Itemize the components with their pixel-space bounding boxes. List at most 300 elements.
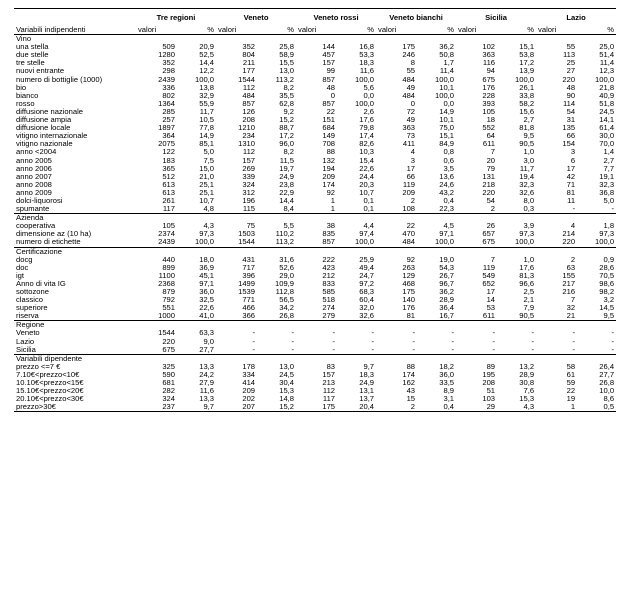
percent-cell: 11,6 bbox=[359, 67, 375, 76]
value-cell: 681 bbox=[162, 379, 175, 388]
value-cell: 26 bbox=[486, 222, 496, 231]
value-cell: - bbox=[492, 337, 496, 346]
percent-cell: 24,5 bbox=[279, 370, 295, 379]
value-cell: - bbox=[572, 205, 576, 214]
percent-cell: 0,4 bbox=[417, 403, 456, 412]
value-cell: 108 bbox=[402, 205, 416, 214]
percent-cell: 17,4 bbox=[359, 132, 375, 141]
percent-cell: 68,3 bbox=[359, 288, 375, 296]
value-cell: 2368 bbox=[158, 279, 175, 288]
percent-cell: 97,3 bbox=[199, 230, 215, 239]
percent-cell: 18,0 bbox=[199, 255, 215, 264]
value-cell: 220 bbox=[482, 188, 496, 197]
percent-cell: 4,8 bbox=[203, 205, 215, 214]
percent-cell: 8,2 bbox=[283, 83, 295, 92]
section-header-row bbox=[14, 247, 616, 256]
percent-cell: 41,0 bbox=[199, 312, 215, 321]
value-cell: 29 bbox=[456, 403, 497, 412]
value-cell: 32 bbox=[566, 304, 576, 313]
value-cell: 94 bbox=[486, 67, 496, 76]
percent-cell: 40,9 bbox=[599, 91, 615, 100]
row-label: 10.10€<prezzo<15€ bbox=[16, 379, 84, 388]
value-cell: 8 bbox=[410, 59, 416, 68]
value-cell: 1310 bbox=[238, 140, 256, 149]
percent-cell: 12,3 bbox=[599, 67, 615, 76]
value-cell: 879 bbox=[162, 288, 175, 296]
percent-cell: 33,5 bbox=[439, 379, 455, 388]
value-cell: 899 bbox=[162, 263, 175, 272]
value-cell: 115 bbox=[242, 205, 256, 214]
value-cell: 119 bbox=[402, 180, 416, 189]
value-cell: 42 bbox=[566, 172, 576, 181]
table-row bbox=[14, 76, 616, 84]
percent-cell: 15,3 bbox=[279, 387, 295, 396]
value-cell: 211 bbox=[242, 59, 256, 68]
value-cell: 423 bbox=[322, 263, 336, 272]
row-label: nuovi entrante bbox=[16, 67, 65, 76]
value-cell: 1499 bbox=[238, 279, 256, 288]
row-label: prezzo <=7 € bbox=[16, 362, 61, 371]
table-row bbox=[14, 288, 616, 296]
percent-cell: 11,5 bbox=[279, 156, 295, 165]
value-cell: 708 bbox=[322, 140, 336, 149]
value-cell: 175 bbox=[296, 403, 337, 412]
percent-cell: 28,6 bbox=[599, 263, 615, 272]
group-header-veneto-bianchi: Veneto bianchi bbox=[376, 9, 456, 27]
value-cell: - bbox=[412, 345, 416, 354]
percent-cell: 15,6 bbox=[519, 107, 535, 116]
percent-cell: - bbox=[291, 329, 295, 338]
percent-cell: 36,0 bbox=[199, 288, 215, 296]
percent-cell: 17,6 bbox=[519, 263, 535, 272]
value-cell: 58 bbox=[566, 362, 576, 371]
value-cell: 484 bbox=[242, 91, 256, 100]
value-cell: 675 bbox=[162, 345, 175, 354]
percent-cell: 1,8 bbox=[603, 222, 615, 231]
value-cell: 17 bbox=[486, 288, 496, 296]
row-label: una stella bbox=[16, 43, 49, 52]
row-label: due stelle bbox=[16, 51, 49, 60]
row-label: docg bbox=[16, 255, 33, 264]
value-cell: 54 bbox=[486, 196, 496, 205]
group-header-lazio: Lazio bbox=[536, 9, 616, 27]
percent-cell: 7,7 bbox=[603, 164, 615, 173]
percent-cell: 96,0 bbox=[279, 140, 295, 149]
percent-cell: 85,1 bbox=[199, 140, 215, 149]
percent-cell: 100,0 bbox=[595, 75, 615, 84]
percent-cell: 32,9 bbox=[199, 91, 215, 100]
value-cell: 22 bbox=[566, 387, 576, 396]
value-cell: 279 bbox=[322, 312, 336, 321]
percent-cell: 20,4 bbox=[337, 403, 376, 412]
percent-cell: 52,5 bbox=[199, 51, 215, 60]
value-cell: 237 bbox=[136, 403, 177, 412]
percent-cell: - bbox=[371, 329, 375, 338]
value-cell: 117 bbox=[162, 205, 175, 214]
percent-cell: 32,3 bbox=[599, 180, 615, 189]
table-row bbox=[14, 371, 616, 379]
value-cell: 176 bbox=[402, 304, 416, 313]
percent-cell: 36,0 bbox=[439, 370, 455, 379]
percent-cell: 50,8 bbox=[439, 51, 455, 60]
row-label: superiore bbox=[16, 304, 48, 313]
value-cell: 364 bbox=[162, 132, 175, 141]
value-cell: 61 bbox=[566, 370, 576, 379]
table-row bbox=[14, 165, 616, 173]
percent-cell: - bbox=[611, 337, 615, 346]
subheader-percent: % bbox=[177, 26, 216, 35]
percent-cell: 100,0 bbox=[195, 238, 215, 247]
section-header-row bbox=[14, 35, 616, 44]
percent-cell: 24,9 bbox=[279, 172, 295, 181]
percent-cell: 25,1 bbox=[199, 188, 215, 197]
value-cell: 175 bbox=[402, 43, 416, 52]
value-cell: 49 bbox=[406, 116, 416, 125]
value-cell: 27 bbox=[566, 67, 576, 76]
percent-cell: 98,2 bbox=[599, 288, 615, 296]
value-cell: 2 bbox=[376, 403, 417, 412]
percent-cell: 19,0 bbox=[439, 255, 455, 264]
subheader-valori: valori bbox=[296, 26, 337, 35]
percent-cell: 43,2 bbox=[439, 188, 455, 197]
value-cell: 7 bbox=[490, 148, 496, 157]
section-title: Azienda bbox=[14, 214, 616, 223]
percent-cell: 110,2 bbox=[275, 230, 295, 239]
value-cell: 66 bbox=[406, 172, 416, 181]
value-cell: 135 bbox=[562, 124, 576, 133]
value-cell: 59 bbox=[566, 379, 576, 388]
value-cell: 257 bbox=[162, 116, 175, 125]
percent-cell: - bbox=[531, 329, 535, 338]
value-cell: 157 bbox=[322, 59, 336, 68]
percent-cell: 15,2 bbox=[279, 116, 295, 125]
value-cell: 484 bbox=[402, 75, 416, 84]
subheader-valori: valori bbox=[536, 26, 577, 35]
percent-cell: 11,7 bbox=[199, 107, 215, 116]
row-label: bianco bbox=[16, 91, 39, 100]
section-header-row bbox=[14, 354, 616, 363]
percent-cell: - bbox=[291, 345, 295, 354]
value-cell: 3 bbox=[410, 156, 416, 165]
percent-cell: 32,0 bbox=[359, 304, 375, 313]
value-cell: 112 bbox=[242, 148, 256, 157]
value-cell: 209 bbox=[402, 188, 416, 197]
percent-cell: 15,5 bbox=[279, 59, 295, 68]
value-cell: 119 bbox=[482, 263, 496, 272]
percent-cell: 49,4 bbox=[359, 263, 375, 272]
subheader-percent: % bbox=[417, 26, 456, 35]
value-cell: 149 bbox=[322, 132, 336, 141]
percent-cell: 0,0 bbox=[443, 99, 455, 108]
percent-cell: 13,0 bbox=[279, 362, 295, 371]
percent-cell: 8,0 bbox=[523, 196, 535, 205]
value-cell: 366 bbox=[242, 312, 256, 321]
table-row bbox=[14, 395, 616, 403]
value-cell: 21 bbox=[566, 312, 576, 321]
percent-cell: 70,0 bbox=[599, 140, 615, 149]
value-cell: 365 bbox=[162, 164, 175, 173]
value-cell: 214 bbox=[562, 230, 576, 239]
value-cell: 2 bbox=[570, 255, 576, 264]
value-cell: 4 bbox=[570, 222, 576, 231]
row-label: anno 2009 bbox=[16, 188, 52, 197]
value-cell: 175 bbox=[402, 288, 416, 296]
value-cell: 1280 bbox=[158, 51, 175, 60]
value-cell: 675 bbox=[482, 75, 496, 84]
percent-cell: - bbox=[291, 337, 295, 346]
percent-cell: 61,4 bbox=[599, 124, 615, 133]
percent-cell: 100,0 bbox=[515, 75, 535, 84]
value-cell: - bbox=[332, 337, 336, 346]
percent-cell: 58,2 bbox=[519, 99, 535, 108]
row-label: dolci-liquorosi bbox=[16, 196, 63, 205]
table-row bbox=[14, 116, 616, 124]
subheader-percent: % bbox=[337, 26, 376, 35]
table-row bbox=[14, 256, 616, 264]
percent-cell: 0,4 bbox=[443, 196, 455, 205]
percent-cell: 21,8 bbox=[599, 83, 615, 92]
row-label: prezzo>30€ bbox=[14, 403, 136, 412]
table-row bbox=[14, 124, 616, 132]
percent-cell: 27,7 bbox=[199, 345, 215, 354]
value-cell: 178 bbox=[242, 362, 256, 371]
percent-cell: 29,0 bbox=[279, 271, 295, 280]
value-cell: 11 bbox=[567, 196, 576, 205]
table-row bbox=[14, 346, 616, 355]
value-cell: 174 bbox=[402, 370, 416, 379]
value-cell: 114 bbox=[562, 99, 576, 108]
group-header-row bbox=[14, 9, 616, 27]
value-cell: 79 bbox=[486, 164, 496, 173]
table-row bbox=[14, 92, 616, 100]
value-cell: 652 bbox=[482, 279, 496, 288]
value-cell: 466 bbox=[242, 304, 256, 313]
value-cell: 92 bbox=[326, 188, 336, 197]
row-label: anno <2004 bbox=[16, 148, 57, 157]
percent-cell: 79,8 bbox=[359, 124, 375, 133]
percent-cell: 31,6 bbox=[279, 255, 295, 264]
percent-cell: 17,6 bbox=[359, 116, 375, 125]
table-row bbox=[14, 304, 616, 312]
percent-cell: 13,2 bbox=[519, 362, 535, 371]
percent-cell: 24,4 bbox=[359, 172, 375, 181]
value-cell: 216 bbox=[562, 288, 576, 296]
percent-cell: 0,9 bbox=[603, 255, 615, 264]
value-cell: 552 bbox=[482, 124, 496, 133]
percent-cell: 82,6 bbox=[359, 140, 375, 149]
value-cell: 176 bbox=[482, 83, 496, 92]
percent-cell: 100,0 bbox=[435, 75, 455, 84]
value-cell: 49 bbox=[406, 83, 416, 92]
value-cell: 802 bbox=[162, 91, 175, 100]
percent-cell: 45,1 bbox=[199, 271, 215, 280]
value-cell: - bbox=[252, 345, 256, 354]
percent-cell: 16,8 bbox=[359, 43, 375, 52]
percent-cell: 22,9 bbox=[279, 188, 295, 197]
percent-cell: 24,7 bbox=[359, 271, 375, 280]
percent-cell: 0,1 bbox=[363, 205, 375, 214]
value-cell: 312 bbox=[242, 188, 256, 197]
percent-cell: 100,0 bbox=[355, 238, 375, 247]
value-cell: 208 bbox=[482, 379, 496, 388]
subheader-percent: % bbox=[577, 26, 616, 35]
percent-cell: 53,3 bbox=[359, 51, 375, 60]
percent-cell: - bbox=[371, 337, 375, 346]
value-cell: 92 bbox=[406, 255, 416, 264]
table-row bbox=[14, 181, 616, 189]
value-cell: 212 bbox=[322, 271, 336, 280]
table-row bbox=[14, 205, 616, 214]
percent-cell: 13,3 bbox=[199, 395, 215, 404]
row-label: numero di etichette bbox=[16, 238, 81, 247]
value-cell: 129 bbox=[402, 271, 416, 280]
percent-cell: 0,5 bbox=[577, 403, 616, 412]
value-cell: 217 bbox=[562, 279, 576, 288]
percent-cell: 11,7 bbox=[519, 164, 535, 173]
value-cell: 431 bbox=[242, 255, 256, 264]
percent-cell: 8,9 bbox=[443, 387, 455, 396]
row-label: anno 2008 bbox=[16, 180, 52, 189]
percent-cell: 113,2 bbox=[275, 238, 295, 247]
value-cell: 73 bbox=[406, 132, 416, 141]
table-row bbox=[14, 189, 616, 197]
value-cell: 157 bbox=[322, 370, 336, 379]
group-header-tre-regioni: Tre regioni bbox=[136, 9, 216, 27]
value-cell: 99 bbox=[326, 67, 336, 76]
value-cell: 804 bbox=[242, 51, 256, 60]
value-cell: 183 bbox=[162, 156, 175, 165]
value-cell: 613 bbox=[162, 180, 175, 189]
percent-cell: 20,9 bbox=[199, 43, 215, 52]
value-cell: 1100 bbox=[158, 271, 175, 280]
percent-cell: 18,2 bbox=[439, 362, 455, 371]
percent-cell: 51,8 bbox=[599, 99, 615, 108]
percent-cell: 1,0 bbox=[523, 255, 535, 264]
value-cell: 263 bbox=[402, 263, 416, 272]
percent-cell: - bbox=[531, 345, 535, 354]
value-cell: 1544 bbox=[158, 329, 175, 338]
row-label: numero di bottiglie (1000) bbox=[16, 75, 103, 84]
value-cell: - bbox=[252, 329, 256, 338]
percent-cell: 9,5 bbox=[523, 132, 535, 141]
percent-cell: 15,1 bbox=[519, 43, 535, 52]
value-cell: 222 bbox=[322, 255, 336, 264]
row-label: riserva bbox=[16, 312, 39, 321]
percent-cell: 16,7 bbox=[439, 312, 455, 321]
table-row bbox=[14, 238, 616, 247]
value-cell: 1 bbox=[330, 196, 336, 205]
percent-cell: 58,9 bbox=[279, 51, 295, 60]
value-cell: 352 bbox=[162, 59, 175, 68]
value-cell: 151 bbox=[322, 116, 336, 125]
value-cell: 269 bbox=[242, 164, 256, 173]
percent-cell: 97,1 bbox=[439, 230, 455, 239]
percent-cell: 10,1 bbox=[439, 83, 455, 92]
value-cell: 411 bbox=[402, 140, 416, 149]
value-cell: 54 bbox=[566, 107, 576, 116]
value-cell: 207 bbox=[216, 403, 257, 412]
value-cell: 518 bbox=[322, 296, 336, 305]
percent-cell: 26,1 bbox=[519, 83, 535, 92]
value-cell: 208 bbox=[242, 116, 256, 125]
percent-cell: 15,1 bbox=[439, 132, 455, 141]
value-cell: 484 bbox=[402, 91, 416, 100]
percent-cell: 60,4 bbox=[359, 296, 375, 305]
percent-cell: 5,0 bbox=[203, 148, 215, 157]
value-cell: 88 bbox=[406, 362, 416, 371]
percent-cell: 7,6 bbox=[523, 387, 535, 396]
value-cell: 339 bbox=[242, 172, 256, 181]
percent-cell: 2,5 bbox=[523, 288, 535, 296]
percent-cell: 2,7 bbox=[523, 116, 535, 125]
percent-cell: 34,2 bbox=[279, 304, 295, 313]
value-cell: 105 bbox=[482, 107, 496, 116]
value-cell: 213 bbox=[322, 379, 336, 388]
percent-cell: - bbox=[611, 205, 615, 214]
table-row bbox=[14, 272, 616, 280]
percent-cell: 21,0 bbox=[199, 172, 215, 181]
percent-cell: 112,8 bbox=[275, 288, 295, 296]
value-cell: 274 bbox=[322, 304, 336, 313]
value-cell: 131 bbox=[482, 172, 496, 181]
value-cell: 1503 bbox=[238, 230, 256, 239]
table-row bbox=[14, 230, 616, 238]
percent-cell: 98,6 bbox=[599, 279, 615, 288]
percent-cell: 77,8 bbox=[199, 124, 215, 133]
value-cell: 209 bbox=[242, 387, 256, 396]
value-cell: 0 bbox=[330, 91, 336, 100]
descriptive-statistics-table bbox=[14, 8, 616, 412]
percent-cell: 8,2 bbox=[283, 148, 295, 157]
percent-cell: 32,6 bbox=[519, 188, 535, 197]
percent-cell: 51,4 bbox=[599, 51, 615, 60]
percent-cell: 13,3 bbox=[199, 362, 215, 371]
percent-cell: 30,0 bbox=[599, 132, 615, 141]
value-cell: 457 bbox=[322, 51, 336, 60]
percent-cell: 28,9 bbox=[519, 370, 535, 379]
row-label: Veneto bbox=[16, 329, 40, 338]
value-cell: 1 bbox=[330, 205, 336, 214]
percent-cell: 22,6 bbox=[359, 164, 375, 173]
percent-cell: 54,3 bbox=[439, 263, 455, 272]
value-cell: 22 bbox=[406, 222, 416, 231]
value-cell: 63 bbox=[566, 263, 576, 272]
percent-cell: 26,8 bbox=[279, 312, 295, 321]
value-cell: 71 bbox=[566, 180, 576, 189]
subheader-percent: % bbox=[257, 26, 296, 35]
percent-cell: 100,0 bbox=[595, 238, 615, 247]
value-cell: 414 bbox=[242, 379, 256, 388]
table-row bbox=[14, 280, 616, 288]
value-cell: 324 bbox=[242, 180, 256, 189]
value-cell: 18 bbox=[486, 116, 496, 125]
percent-cell: 0,1 bbox=[363, 196, 375, 205]
value-cell: 0 bbox=[410, 99, 416, 108]
first-column-header: Variabili indipendenti bbox=[14, 26, 136, 35]
value-cell: 590 bbox=[162, 370, 175, 379]
value-cell: 55 bbox=[566, 43, 576, 52]
percent-cell: 8,6 bbox=[603, 395, 615, 404]
value-cell: 1000 bbox=[158, 312, 175, 321]
percent-cell: 9,7 bbox=[363, 362, 375, 371]
percent-cell: 1,4 bbox=[603, 148, 615, 157]
table-row bbox=[14, 43, 616, 51]
value-cell: 209 bbox=[322, 172, 336, 181]
percent-cell: 109,9 bbox=[275, 279, 295, 288]
percent-cell: 14,5 bbox=[599, 304, 615, 313]
percent-cell: 14,8 bbox=[279, 395, 295, 404]
percent-cell: 14,9 bbox=[439, 107, 455, 116]
